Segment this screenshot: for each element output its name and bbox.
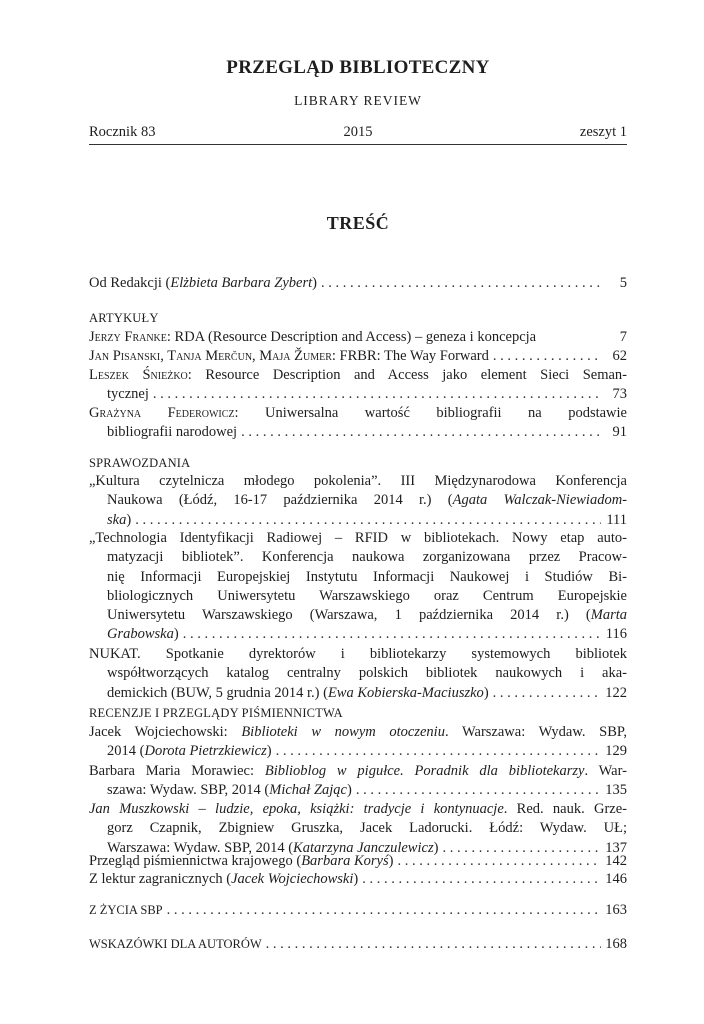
dot-leader bbox=[135, 511, 601, 530]
dot-leader bbox=[397, 852, 601, 871]
section-heading-articles: ARTYKUŁY bbox=[89, 311, 159, 325]
page-number: 137 bbox=[605, 839, 627, 856]
issue-volume: Rocznik 83 bbox=[89, 124, 156, 140]
entry-author: Marta bbox=[590, 607, 627, 624]
dot-leader bbox=[266, 935, 601, 954]
section-heading-life: Z ŻYCIA SBP bbox=[89, 903, 163, 917]
entry-author: Elżbieta Barbara Zybert bbox=[170, 275, 313, 291]
page-number: 163 bbox=[605, 902, 627, 918]
dot-leader bbox=[362, 870, 601, 889]
page-number: 146 bbox=[605, 871, 627, 887]
toc-entry-editorial[interactable]: Od Redakcji (Elżbieta Barbara Zybert) . . . 5 bbox=[89, 274, 627, 293]
dot-leader bbox=[493, 684, 601, 703]
page-number: 5 bbox=[619, 275, 627, 291]
entry-author: Grażyna Federowicz bbox=[89, 405, 235, 421]
toc-entry-article[interactable] bbox=[89, 328, 627, 347]
page-number: 129 bbox=[605, 743, 627, 760]
page-number: 142 bbox=[605, 853, 627, 869]
entry-author: Dorota Pietrzkiewicz bbox=[144, 743, 267, 760]
page-number: 73 bbox=[612, 386, 627, 403]
toc-entry-life[interactable] bbox=[89, 901, 627, 920]
entry-title: Biblioteki w nowym otoczeniu bbox=[241, 724, 445, 740]
toc-entry-report[interactable]: NUKAT. Spotkanie dyrektorów i bibliotekarzy systemowych bibliotek współtworzących katalog centralny polskich bibliotek naukowych i aka- demickich (BUW, 5 grudnia 2014 r.) (Ewa Kobierska-Maciuszko) . . . 122 bbox=[89, 645, 627, 703]
entry-title: : RDA (Resource Description and Access) – geneza i koncepcja bbox=[166, 329, 537, 345]
entry-author: Katarzyna Janczulewicz bbox=[293, 839, 434, 856]
dot-leader bbox=[276, 742, 601, 761]
journal-title: PRZEGLĄD BIBLIOTECZNY bbox=[226, 57, 490, 78]
toc-entry-guidelines[interactable] bbox=[89, 935, 627, 954]
toc-entry-report[interactable]: „Technologia Identyfikacji Radiowej – RFID w bibliotekach. Nowy etap auto- matyzacji bibliotek”. Konferencja naukowa zorganizowana przez Pracow- nię Informacji Europejskiej Instytutu Informacji Naukowej i Studiów Bi- bliologicznych Uniwersytetu Warszawskiego oraz Centrum Europejskie Uniwersytetu Warszawskiego (Warszawa, 1 października 2014 r.) (Marta Grabowska) . . . 116 bbox=[89, 529, 627, 645]
entry-author: Jacek Wojciechowski bbox=[231, 871, 354, 887]
issue-info-row bbox=[89, 124, 627, 145]
dot-leader bbox=[241, 423, 601, 442]
dot-leader bbox=[493, 347, 601, 366]
toc-heading: TREŚĆ bbox=[326, 213, 390, 233]
page-number: 168 bbox=[605, 936, 627, 952]
entry-title: Biblioblog w pigułce. Poradnik dla bibliotekarzy bbox=[264, 763, 585, 779]
journal-subtitle: LIBRARY REVIEW bbox=[294, 93, 422, 108]
section-heading-reviews: RECENZJE I PRZEGLĄDY PIŚMIENNICTWA bbox=[89, 706, 343, 720]
entry-title: : FRBR: The Way Forward bbox=[331, 348, 489, 364]
entry-author: Michał Zając bbox=[269, 782, 347, 799]
toc-entry-report[interactable]: „Kultura czytelnicza młodego pokolenia”. III Międzynarodowa Konferencja Naukowa (Łódź, 16-17 października 2014 r.) (Agata Walczak-Niewiadom- ska) . . . 111 bbox=[89, 472, 627, 530]
dot-leader bbox=[356, 781, 601, 800]
entry-author: Jan Pisanski, Tanja Merčun, Maja Žumer bbox=[89, 348, 332, 364]
toc-entry-review[interactable]: Jacek Wojciechowski: Biblioteki w nowym otoczeniu. Warszawa: Wydaw. SBP, 2014 (Dorota Pietrzkiewicz) . . . 129 bbox=[89, 723, 627, 762]
toc-entry-article[interactable]: Leszek Śnieżko: Resource Description and Access jako element Sieci Seman- tycznej . . . 73 bbox=[89, 366, 627, 405]
page-number: 122 bbox=[605, 684, 627, 701]
page-number: 7 bbox=[619, 329, 627, 345]
entry-author: Agata Walczak-Niewiadom- bbox=[452, 492, 627, 509]
page-number: 62 bbox=[612, 348, 627, 364]
issue-number: zeszyt 1 bbox=[579, 124, 627, 140]
toc-entry-article[interactable] bbox=[89, 347, 627, 366]
dot-leader bbox=[153, 385, 601, 404]
toc-entry-review[interactable]: Jan Muszkowski – ludzie, epoka, książki: tradycje i kontynuacje. Red. nauk. Grze- gorz Czapnik, Zbigniew Gruszka, Jacek Ladorucki. Łódź: Wydaw. UŁ; Warszawa: Wydaw. SBP, 2014 (Katarzyna Janczulewicz) . . . 137 bbox=[89, 800, 627, 858]
dot-leader bbox=[321, 274, 601, 293]
entry-title: Jan Muszkowski – ludzie, epoka, książki: tradycje i kontynuacje bbox=[89, 801, 504, 817]
entry-author: Leszek Śnieżko bbox=[89, 367, 188, 383]
entry-author: Ewa Kobierska-Maciuszko bbox=[327, 684, 484, 701]
dot-leader bbox=[183, 625, 601, 644]
toc-entry-review[interactable]: Przegląd piśmiennictwa krajowego (Barbara Koryś) . . . 142 bbox=[89, 852, 627, 871]
section-heading-reports: SPRAWOZDANIA bbox=[89, 456, 191, 470]
dot-leader bbox=[167, 901, 601, 920]
toc-entry-review[interactable]: Barbara Maria Morawiec: Biblioblog w pigułce. Poradnik dla bibliotekarzy. War- szawa: Wydaw. SBP, 2014 (Michał Zając) . . . 135 bbox=[89, 762, 627, 801]
page-number: 111 bbox=[606, 511, 627, 528]
page-number: 91 bbox=[612, 424, 627, 441]
page-number: 135 bbox=[605, 782, 627, 799]
toc-entry-review[interactable]: Z lektur zagranicznych (Jacek Wojciechowski) . . . 146 bbox=[89, 870, 627, 889]
section-heading-guidelines: WSKAZÓWKI DLA AUTORÓW bbox=[89, 937, 262, 951]
entry-author: Barbara Koryś bbox=[301, 853, 389, 869]
toc-entry-article[interactable]: Grażyna Federowicz: Uniwersalna wartość bibliografii na podstawie bibliografii narodowej . . . 91 bbox=[89, 404, 627, 443]
issue-year: 2015 bbox=[343, 124, 373, 140]
entry-author: Jerzy Franke bbox=[89, 329, 167, 345]
page-number: 116 bbox=[605, 626, 627, 643]
